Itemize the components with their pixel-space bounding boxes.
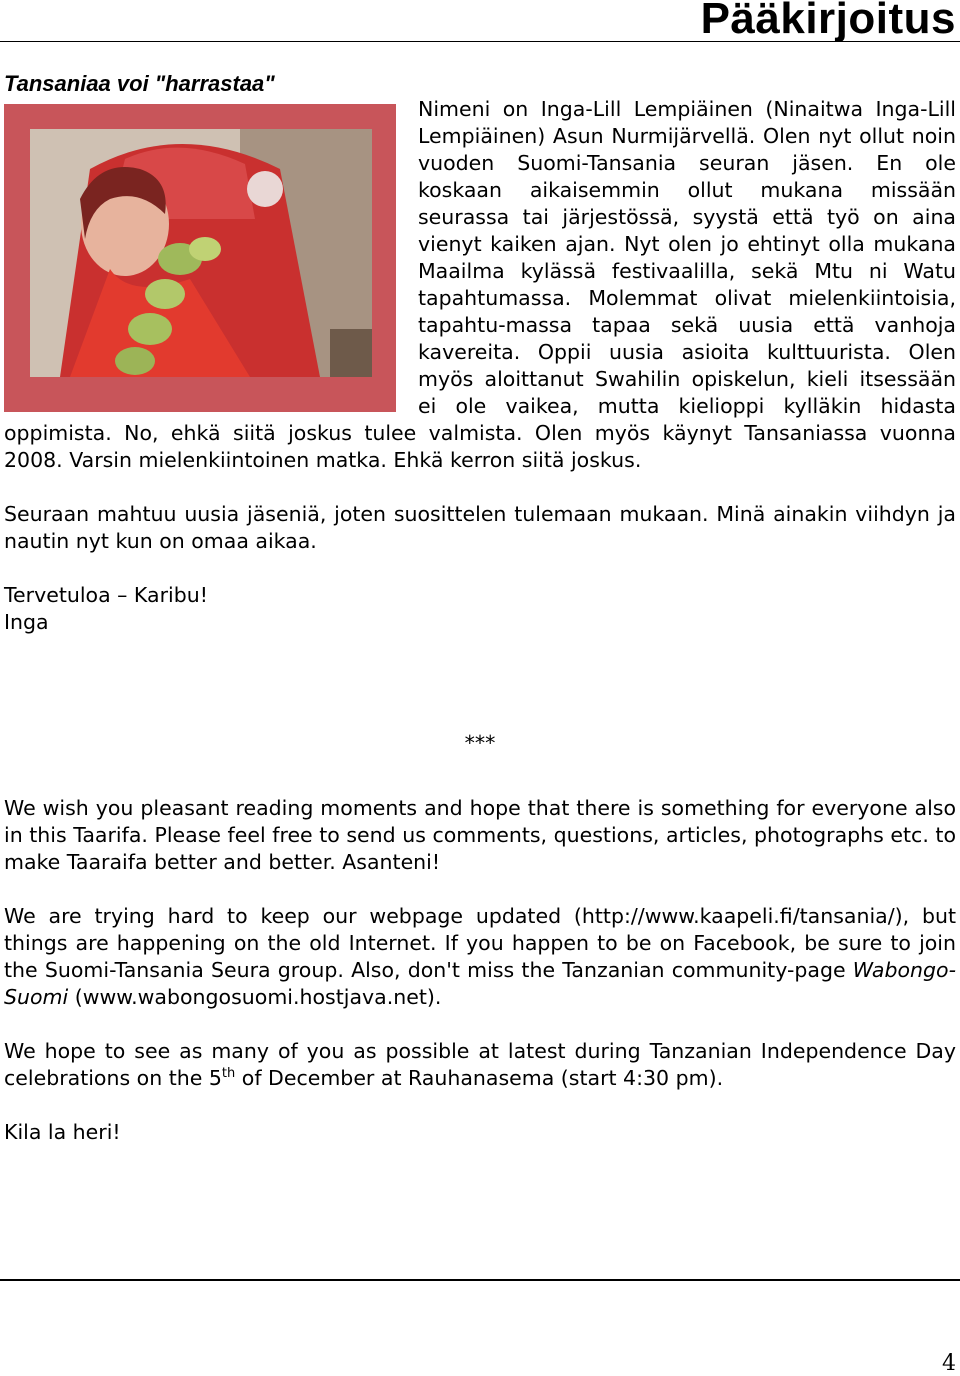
english-paragraph-3-start: We hope to see as many of you as possible at latest during Tanzanian Independence Day celebrations on the 5 <box>4 1039 956 1090</box>
article-title: Tansaniaa voi "harrastaa" <box>4 71 275 96</box>
signature: Inga <box>4 610 49 634</box>
section-separator: *** <box>464 731 496 755</box>
author-photo <box>4 104 396 412</box>
page-number: 4 <box>942 1351 956 1376</box>
closing: Kila la heri! <box>4 1120 121 1144</box>
portrait-illustration <box>30 129 372 377</box>
english-paragraph-3-end: of December at Rauhanasema (start 4:30 pm). <box>235 1066 724 1090</box>
english-paragraph-2 <box>4 903 956 1011</box>
english-paragraph-3 <box>4 1038 956 1092</box>
community-page-url: (www.wabongosuomi.hostjava.net). <box>68 985 442 1009</box>
article-paragraph-2: Seuraan mahtuu uusia jäseniä, joten suosittelen tulemaan mukaan. Minä ainakin viihdyn ja nautin nyt kun on omaa aikaa. <box>4 502 956 553</box>
article-paragraph-1: Nimeni on Inga-Lill Lempiäinen (Ninaitwa Inga-Lill Lempiäinen) Asun Nurmijärvellä. Olen nyt ollut noin vuoden Suomi-Tansania seuran jäsen. En ole koskaan aikaisemmin ollut mukana missään seurassa tai järjestössä, syystä että työ on aina vienyt kaiken ajan. Nyt olen jo ehtinyt olla mukana Maailma kylässä festivaalilla, sekä Mtu ni Watu tapahtumassa. Molemmat olivat mielenkiintoisia, tapahtu-massa tapaa sekä uusia että vanhoja kavereita. Oppii uusia asioita kulttuurista. Olen myös aloittanut Swahilin opiskelun, kieli itsessään ei ole vaikea, mutta kielioppi kylläkin hidasta oppimista. No, ehkä siitä joskus tulee valmista. Olen myös käynyt Tansaniassa vuonna 2008. Varsin mielenkiintoinen matka. Ehkä kerron siitä joskus. <box>4 97 956 472</box>
english-paragraph-1: We wish you pleasant reading moments and hope that there is something for everyone also in this Taarifa. Please feel free to send us comments, questions, articles, photographs etc. to make Taaraifa better and better. Asanteni! <box>4 796 956 874</box>
article-body <box>4 96 956 1146</box>
english-paragraph-2-text: We are trying hard to keep our webpage updated (http://www.kaapeli.fi/tansania/), but things are happening on the old Internet. If you happen to be on Facebook, be sure to join the Suomi-Tansania Seura group. Also, don't miss the Tanzanian community-page <box>4 904 956 982</box>
greeting: Tervetuloa – Karibu! <box>4 583 208 607</box>
ordinal-suffix: th <box>221 1066 236 1082</box>
header-divider <box>0 41 960 42</box>
community-page-name: Wabongo-Suomi <box>4 958 956 1009</box>
page-title: Pääkirjoitus <box>700 0 956 43</box>
footer-divider <box>0 1279 960 1281</box>
photo-image <box>30 129 372 377</box>
